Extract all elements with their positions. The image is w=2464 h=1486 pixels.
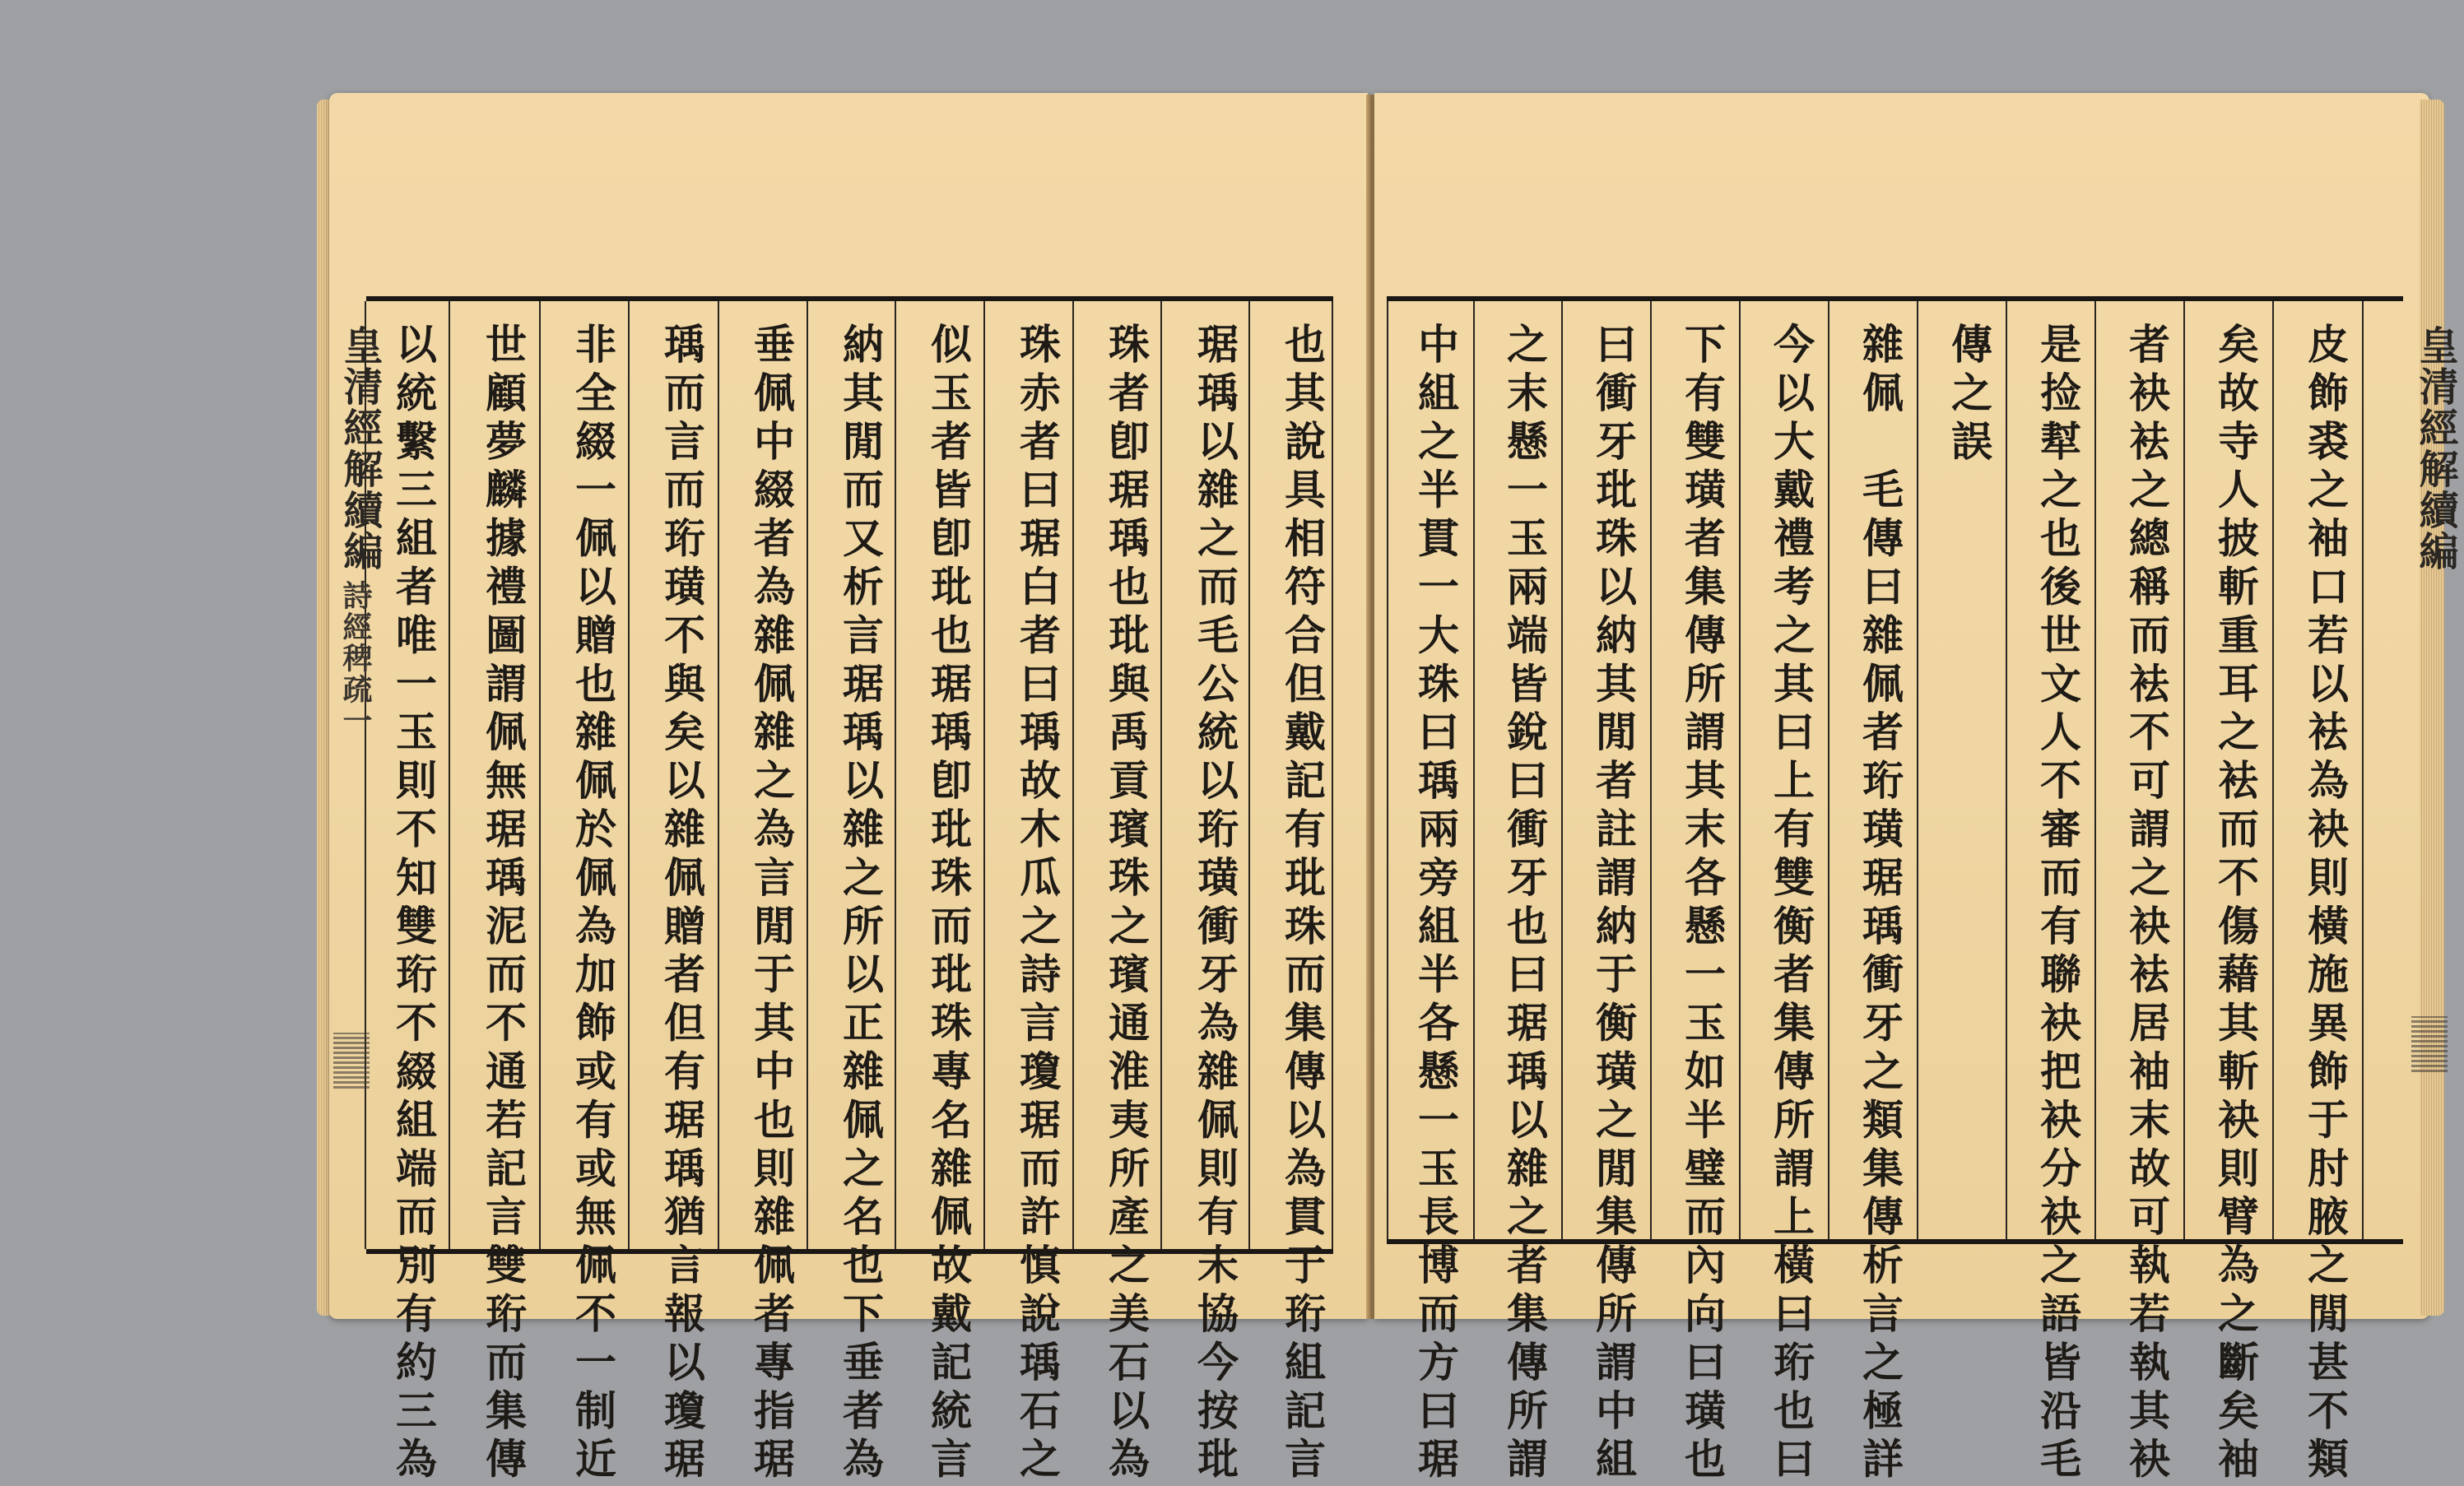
left-column-7: 垂佩中綴者為雜佩雜之為言閒于其中也則雜佩者專指琚 <box>747 323 796 1486</box>
right-column-7: 今以大戴禮考之其曰上有雙衡者集傳所謂上橫曰珩也曰 <box>1767 323 1815 1486</box>
left-column-5: 似玉者皆卽玭也琚瑀卽玭珠而玭珠專名雜佩故戴記統言 <box>924 323 973 1486</box>
left-column-11: 以統繫三組者唯一玉則不知雙珩不綴組端而別有約三為 <box>389 323 438 1486</box>
left-column-4: 珠赤者曰琚白者曰瑀故木瓜之詩言瓊琚而許慎說瑀石之 <box>1013 323 1062 1486</box>
right-column-6: 雜佩 毛傳曰雜佩者珩璜琚瑀衝牙之類集傳析言之極詳 <box>1856 323 1904 1486</box>
right-banxin-title: 皇清經解續編 <box>2412 325 2458 572</box>
left-banxin-page-mark <box>333 1033 370 1089</box>
left-text-frame <box>366 296 1333 1486</box>
left-banxin-subtitle: 詩經稗疏一 <box>338 580 373 736</box>
right-column-10: 之末懸一玉兩端皆銳曰衝牙也曰琚瑀以雜之者集傳所謂 <box>1500 323 1549 1486</box>
right-column-9: 曰衝牙玭珠以納其閒者註謂納于衡璜之閒集傳所謂中組 <box>1589 323 1638 1486</box>
left-column-2: 琚瑀以雜之而毛公統以珩璜衝牙為雜佩則有未協今按玭 <box>1191 323 1239 1486</box>
left-column-10: 世顧夢麟據禮圖謂佩無琚瑀泥而不通若記言雙珩而集傳 <box>479 323 528 1486</box>
left-column-8: 瑀而言而珩璜不與矣以雜佩贈者但有琚瑀猶言報以瓊琚 <box>658 323 706 1486</box>
left-column-6: 納其閒而又析言琚瑀以雜之所以正雜佩之名也下垂者為 <box>836 323 885 1486</box>
right-column-8: 下有雙璜者集傳所謂其末各懸一玉如半璧而內向曰璜也 <box>1678 323 1727 1486</box>
right-column-11: 中組之半貫一大珠曰瑀兩旁組半各懸一玉長博而方曰琚 <box>1411 323 1460 1486</box>
right-banxin-page-mark <box>2411 1016 2448 1072</box>
left-banxin-title: 皇清經解續編 <box>337 325 383 572</box>
right-text-frame <box>1387 296 2403 1486</box>
right-column-1: 皮飾裘之袖口若以袪為袂則橫施異飾于肘腋之閒甚不類 <box>2301 323 2350 1486</box>
left-column-1: 也其說具相符合但戴記有玭珠而集傳以為貫于珩組記言 <box>1278 323 1327 1486</box>
right-page-edge <box>2420 100 2444 1316</box>
right-column-5: 傳之誤 <box>1945 323 1993 468</box>
left-column-3: 珠者卽琚瑀也玭與禹貢璸珠之璸通淮夷所產之美石以為 <box>1102 323 1151 1486</box>
open-book <box>317 78 2458 1486</box>
left-column-9: 非全綴一佩以贈也雜佩於佩為加飾或有或無佩不一制近 <box>569 323 617 1486</box>
right-column-3: 者袂袪之總稱而袪不可謂之袂袪居袖末故可執若執其袂 <box>2122 323 2171 1486</box>
right-column-2: 矣故寺人披斬重耳之袪而不傷藉其斬袂則臂為之斷矣袖 <box>2211 323 2260 1486</box>
right-column-4: 是捡犎之也後世文人不審而有聯袂把袂分袂之語皆沿毛 <box>2034 323 2082 1486</box>
